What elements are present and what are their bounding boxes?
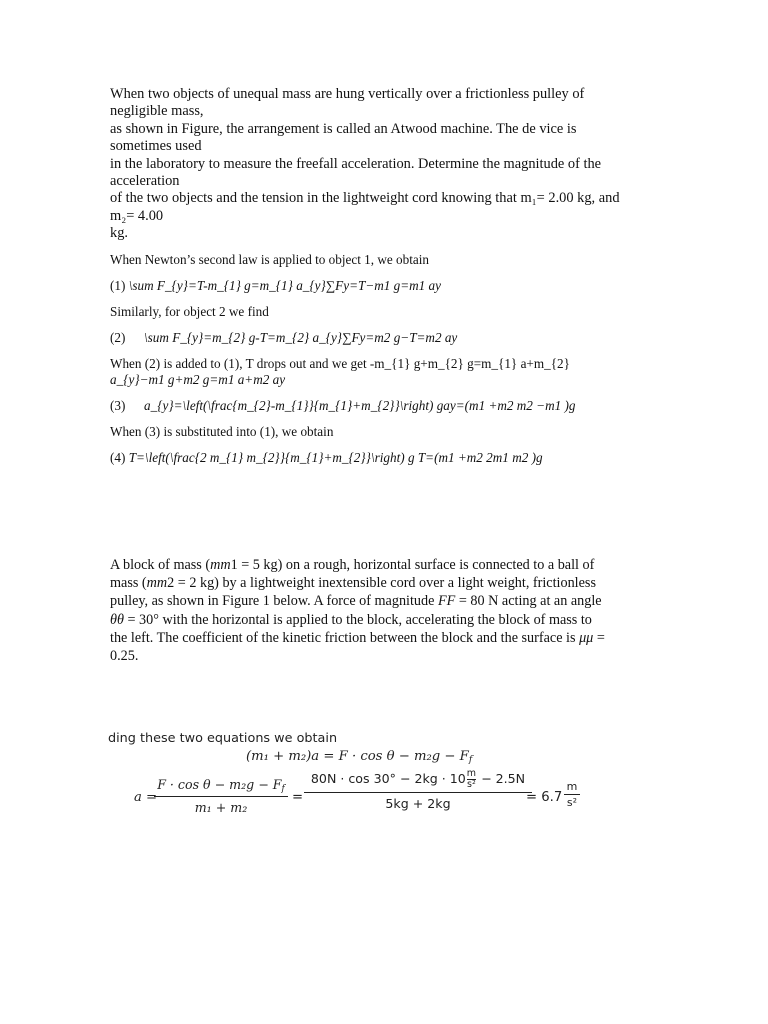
equation-number: (1) [110,278,129,293]
atwood-problem-paragraph [110,86,670,243]
text-line: m₂= 4.00 [110,207,164,224]
fraction-numeric: $80N \cdot \cos 30^\circ - 2kg \cdot 10\frac{m}{\text{s²}} - 2.5N$ 5kg + 2kg [304,769,532,811]
equation-number: (2) [110,330,126,345]
text-line: mass (mm2 = 2 kg) by a lightweight inextensible cord over a light weight, frictionless [110,575,596,592]
solution-substituted: When (3) is substituted into (1), we obtain [110,424,334,439]
equation-number: (4) [110,450,129,465]
equation-1 [110,278,441,293]
added-text-a: When (2) is added to (1), T drops out and we get -m_{1} g+m_{2} g=m_{1} a+m_{2} [110,356,570,371]
equation-image [108,728,588,818]
text-line: acceleration [110,173,180,190]
equation-caption: ding these two equations we obtain [108,731,338,746]
text-line: 0.25. [110,648,139,665]
solution-similarly: Similarly, for object 2 we find [110,304,269,319]
text-line: kg. [110,225,128,242]
equation-number: (3) [110,398,126,413]
equation-2 [110,330,457,345]
equation-3 [110,398,576,413]
equation-text: \sum F_{y}=m_{2} g-T=m_{2} a_{y}∑Fy=m2 g−T=m2 ay [144,330,458,345]
text-line: of the two objects and the tension in the lightweight cord knowing that m₁= 2.00 kg, and [110,190,620,207]
equation-4 [110,450,543,465]
result-unit: m s² [564,780,580,809]
solution-added-2: a_{y}−m1 g+m2 g=m1 a+m2 ay [110,372,286,387]
result-value: = 6.7 [526,790,563,805]
text-line: negligible mass, [110,103,204,120]
solution-added [110,356,570,371]
equation-text: T=\left(\frac{2 m_{1} m_{2}}{m_{1}+m_{2}}\right) g T=(m1 +m2 2m1 m2 )g [128,450,543,465]
text-line: pulley, as shown in Figure 1 below. A force of magnitude FF = 80 N acting at an angle [110,593,602,610]
a-label: a = [134,790,158,805]
text-line: as shown in Figure, the arrangement is called an Atwood machine. The de vice is [110,120,577,137]
sum-equation: $(m_1 + m_2)a = F \cdot \cos \theta - m_2g - F_f$ [246,749,473,765]
text-line: A block of mass (mm1 = 5 kg) on a rough, horizontal surface is connected to a ball of [110,557,595,573]
text-line: in the laboratory to measure the freefall acceleration. Determine the magnitude of the [110,155,602,172]
fraction-symbolic: $F \cdot \cos \theta - m_2g - F_f$ m₁ + m₂ [154,777,288,815]
unit-fraction: $\frac{m}{\text{s²}}$ [466,768,477,790]
equals-sign: = [292,790,304,805]
text-line: the left. The coefficient of the kinetic friction between the block and the surface is μμ = [110,629,605,646]
block-problem-paragraph [110,556,655,665]
text-line: θθ = 30° with the horizontal is applied to the block, accelerating the block of mass to [110,611,592,628]
equation-text: a_{y}=\left(\frac{m_{2}-m_{1}}{m_{1}+m_{2}}\right) gay=(m1 +m2 m2 −m1 )g [144,398,576,413]
text-line: When two objects of unequal mass are hung vertically over a frictionless pulley of [110,86,585,102]
solution-intro: When Newton’s second law is applied to object 1, we obtain [110,252,429,267]
equation-text: \sum F_{y}=T-m_{1} g=m_{1} a_{y}∑Fy=T−m1 g=m1 ay [128,278,441,293]
text-line: sometimes used [110,138,202,155]
